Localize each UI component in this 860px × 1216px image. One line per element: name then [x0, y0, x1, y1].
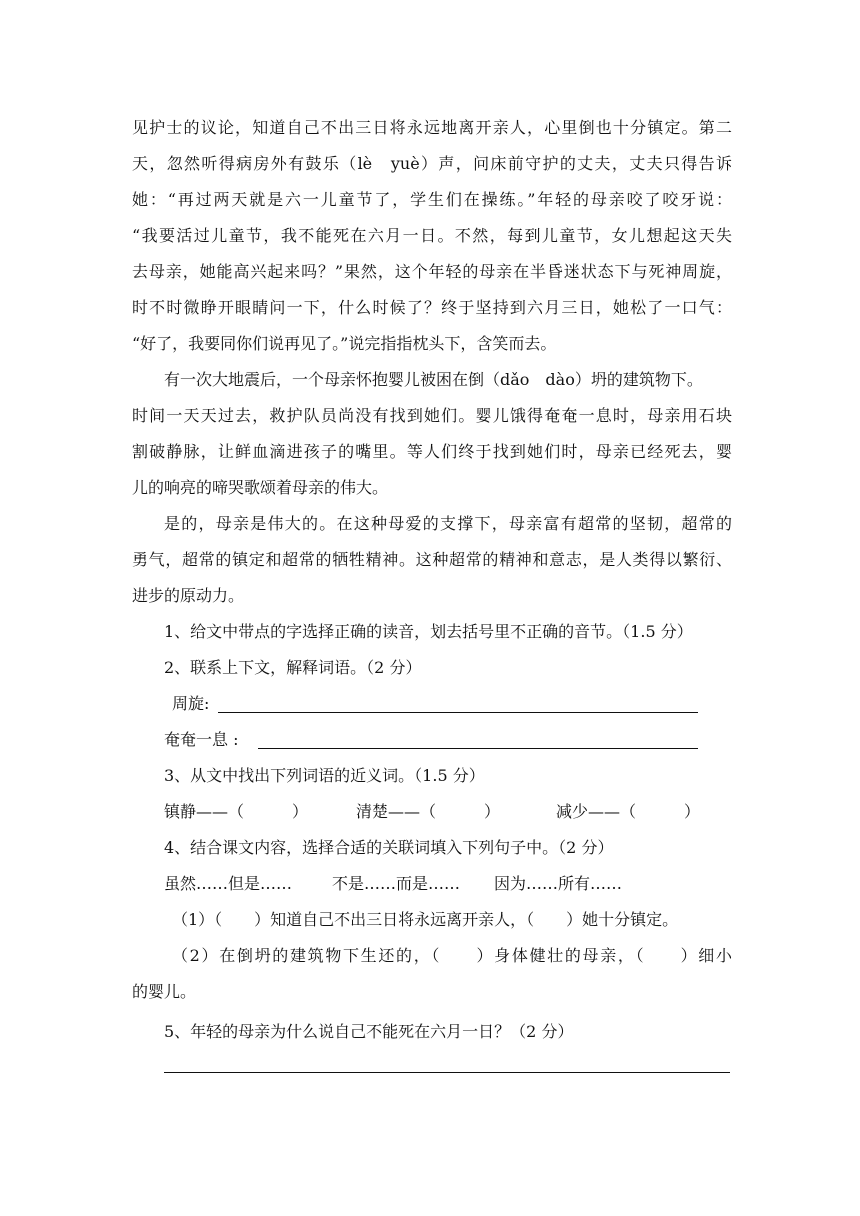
question-4: 4、结合课文内容，选择合适的关联词填入下列句子中。（2 分） — [164, 838, 614, 857]
q2-answer-line-2[interactable] — [258, 748, 698, 749]
q4-sentence-2-cont: 的婴儿。 — [132, 982, 197, 1001]
q4-sentence-1[interactable]: （1）（ ）知道自己不出三日将永远离开亲人，（ ）她十分镇定。 — [172, 910, 679, 929]
passage-line: 去母亲，她能高兴起来吗？”果然，这个年轻的母亲在半昏迷状态下与死神周旋， — [132, 262, 732, 281]
passage-line: 勇气，超常的镇定和超常的牺牲精神。这种超常的精神和意志，是人类得以繁衍、 — [132, 550, 732, 569]
passage-line: 天，忽然听得病房外有鼓乐（lè yuè）声，问床前守护的丈夫，丈夫只得告诉 — [132, 154, 732, 173]
passage-line: “我要活过儿童节，我不能死在六月一日。不然，每到儿童节，女儿想起这天失 — [132, 226, 732, 245]
q3-item-2[interactable]: 清楚——（ ） — [356, 802, 501, 821]
passage-line: 儿的响亮的啼哭歌颂着母亲的伟大。 — [132, 478, 389, 497]
passage-line: 有一次大地震后，一个母亲怀抱婴儿被困在倒（dǎo dào）坍的建筑物下。 — [164, 370, 703, 389]
q2-answer-line-1[interactable] — [218, 712, 698, 713]
passage-line: 见护士的议论，知道自己不出三日将永远地离开亲人，心里倒也十分镇定。第二 — [132, 118, 732, 137]
passage-line: 时不时微睁开眼睛问一下，什么时候了？终于坚持到六月三日，她松了一口气： — [132, 298, 732, 317]
question-5: 5、年轻的母亲为什么说自己不能死在六月一日？（2 分） — [164, 1022, 574, 1041]
question-2: 2、联系上下文，解释词语。（2 分） — [164, 658, 422, 677]
passage-line: 是的，母亲是伟大的。在这种母爱的支撑下，母亲富有超常的坚韧，超常的 — [164, 514, 732, 533]
passage-line: “好了，我要同你们说再见了。”说完指指枕头下，含笑而去。 — [132, 334, 557, 353]
passage-line: 割破静脉，让鲜血滴进孩子的嘴里。等人们终于找到她们时，母亲已经死去，婴 — [132, 442, 732, 461]
passage-line: 进步的原动力。 — [132, 586, 245, 605]
q2-word-1: 周旋: — [172, 694, 210, 713]
passage-line: 她：“再过两天就是六一儿童节了，学生们在操练。”年轻的母亲咬了咬牙说： — [132, 190, 732, 209]
question-3: 3、从文中找出下列词语的近义词。（1.5 分） — [164, 766, 485, 785]
question-1: 1、给文中带点的字选择正确的读音，划去括号里不正确的音节。（1.5 分） — [164, 622, 693, 641]
q3-item-1[interactable]: 镇静——（ ） — [164, 802, 309, 821]
q2-word-2: 奄奄一息 : — [164, 730, 239, 749]
q4-option-3: 因为……所有…… — [494, 874, 623, 893]
q5-answer-line[interactable] — [164, 1072, 730, 1073]
q4-sentence-2[interactable]: （2）在倒坍的建筑物下生还的，（ ）身体健壮的母亲，（ ）细小 — [172, 946, 732, 965]
q4-option-1: 虽然……但是…… — [164, 874, 293, 893]
passage-line: 时间一天天过去，救护队员尚没有找到她们。婴儿饿得奄奄一息时，母亲用石块 — [132, 406, 732, 425]
q4-option-2: 不是……而是…… — [332, 874, 461, 893]
q3-item-3[interactable]: 减少——（ ） — [556, 802, 701, 821]
